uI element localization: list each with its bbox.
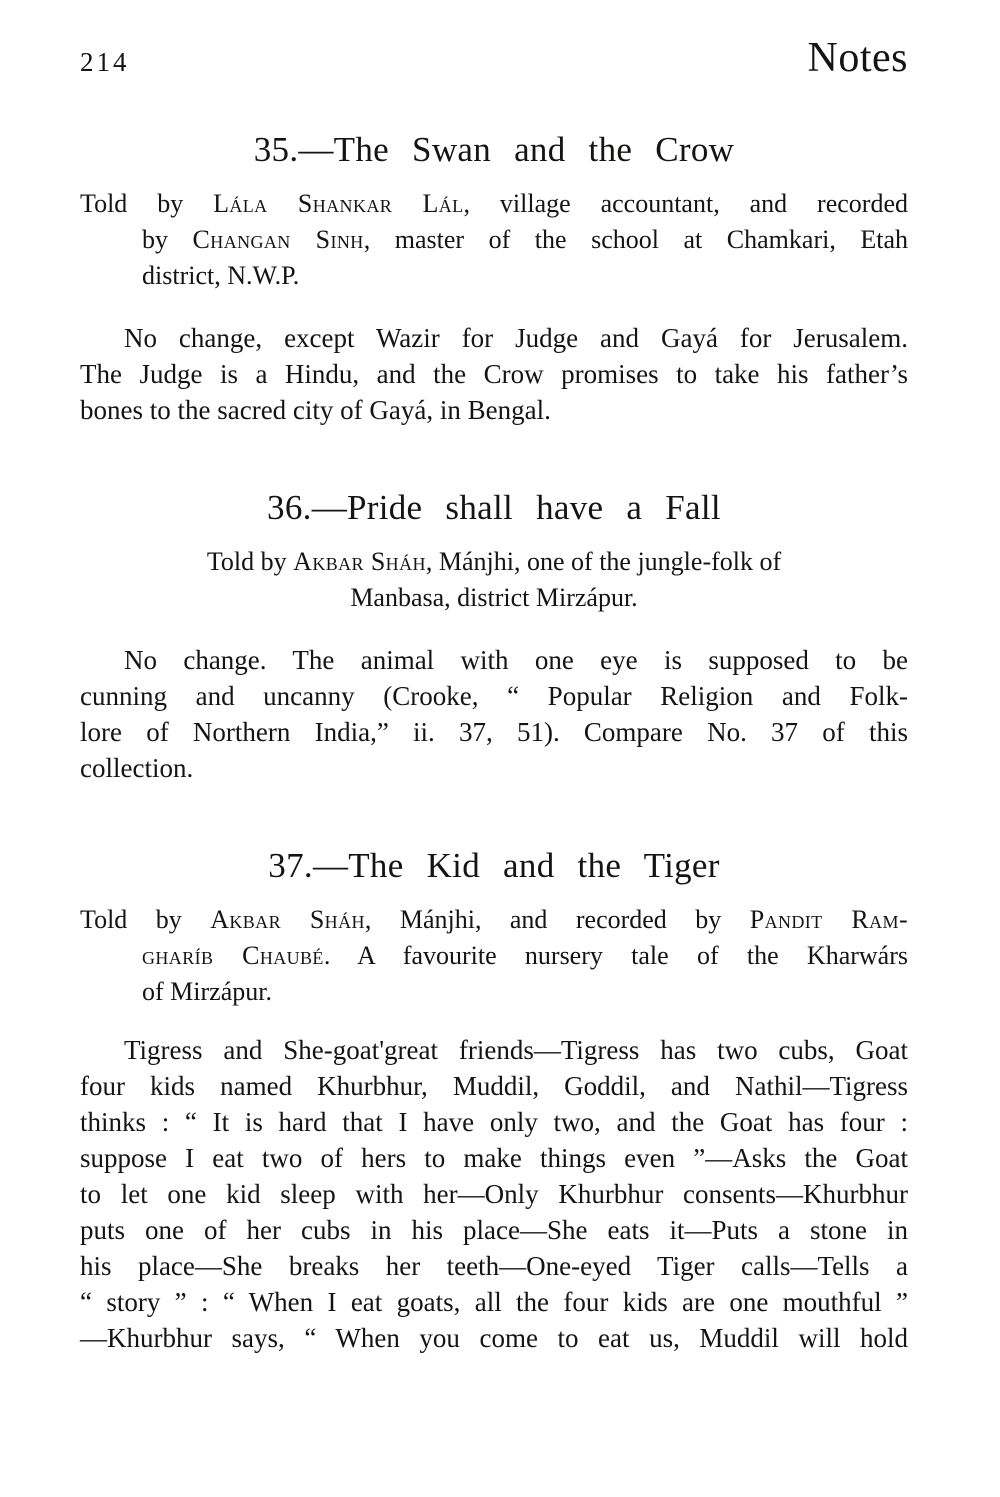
text-line: No change. The animal with one eye is supposed to be [124,645,908,675]
attribution-line [80,938,908,974]
attribution-text: . A favourite nursery tale of the Kharwárs [323,941,908,970]
page-number: 214 [80,47,130,77]
text-line: collection. [80,753,194,783]
text-line: “ story ” : “ When I eat goats, all the four kids are one mouthful ” [80,1287,908,1317]
text-line: his place—She breaks her teeth—One-eyed Tiger calls—Tells a [80,1251,908,1281]
attribution-line [80,902,908,938]
section-37-heading: 37.—The Kid and the Tiger [268,846,720,885]
attribution-text: district, N.W.P. [142,261,300,290]
text-line: Tigress and She-goat'great friends—Tigress has two cubs, Goat [124,1035,908,1065]
attribution-text: Told by [80,905,211,934]
recorder-name: Changan Sinh [192,225,364,254]
text-line: puts one of her cubs in his place—She eats it—Puts a stone in [80,1215,908,1245]
attribution-text: Told by [80,189,214,218]
section-36-paragraph [80,642,908,786]
section-35-attribution [80,186,908,294]
attribution-line [80,544,908,580]
teller-name: Akbar Sháh [293,547,426,576]
text-line: thinks : “ It is hard that I have only two, and the Goat has four : [80,1107,908,1137]
running-header [80,34,908,82]
section-37 [80,846,908,1356]
attribution-line [80,258,908,294]
attribution-text: Manbasa, district Mirzápur. [350,583,638,612]
attribution-line [80,186,908,222]
attribution-line [80,222,908,258]
attribution-line [80,974,908,1010]
attribution-text: , master of the school at Chamkari, Etah [363,225,909,254]
text-line: bones to the sacred city of Gayá, in Bengal. [80,395,551,425]
section-35 [80,130,908,428]
text-line: to let one kid sleep with her—Only Khurbhur consents—Khurbhur [80,1179,908,1209]
section-36 [80,488,908,786]
attribution-line [80,580,908,616]
text-line: lore of Northern India,” ii. 37, 51). Compare No. 37 of this [80,717,908,747]
attribution-text: Told by [206,547,294,576]
attribution-text: of Mirzápur. [142,977,272,1006]
section-37-attribution [80,902,908,1010]
recorder-name: gharíb Chaubé [142,941,324,970]
recorder-name: Pandit Ram- [749,905,908,934]
teller-name: Lála Shankar Lál [213,189,464,218]
text-line: cunning and uncanny (Crooke, “ Popular Religion and Folk- [80,681,908,711]
section-37-paragraph [80,1032,908,1356]
attribution-text: , Mánjhi, and recorded by [364,905,750,934]
text-line: four kids named Khurbhur, Muddil, Goddil, and Nathil—Tigress [80,1071,908,1101]
running-header-title: Notes [807,35,908,81]
section-36-heading: 36.—Pride shall have a Fall [267,488,721,527]
attribution-text: , village accountant, and recorded [463,189,908,218]
section-36-attribution [80,544,908,616]
attribution-text: , Mánjhi, one of the jungle-folk of [425,547,782,576]
text-line: —Khurbhur says, “ When you come to eat us, Muddil will hold [80,1323,908,1353]
attribution-text: by [142,225,193,254]
section-35-paragraph [80,320,908,428]
text-line: The Judge is a Hindu, and the Crow promises to take his father’s [80,359,908,389]
text-line: suppose I eat two of hers to make things even ”—Asks the Goat [80,1143,908,1173]
section-35-heading: 35.—The Swan and the Crow [253,130,735,169]
text-line: No change, except Wazir for Judge and Gayá for Jerusalem. [124,323,908,353]
teller-name: Akbar Sháh [210,905,365,934]
